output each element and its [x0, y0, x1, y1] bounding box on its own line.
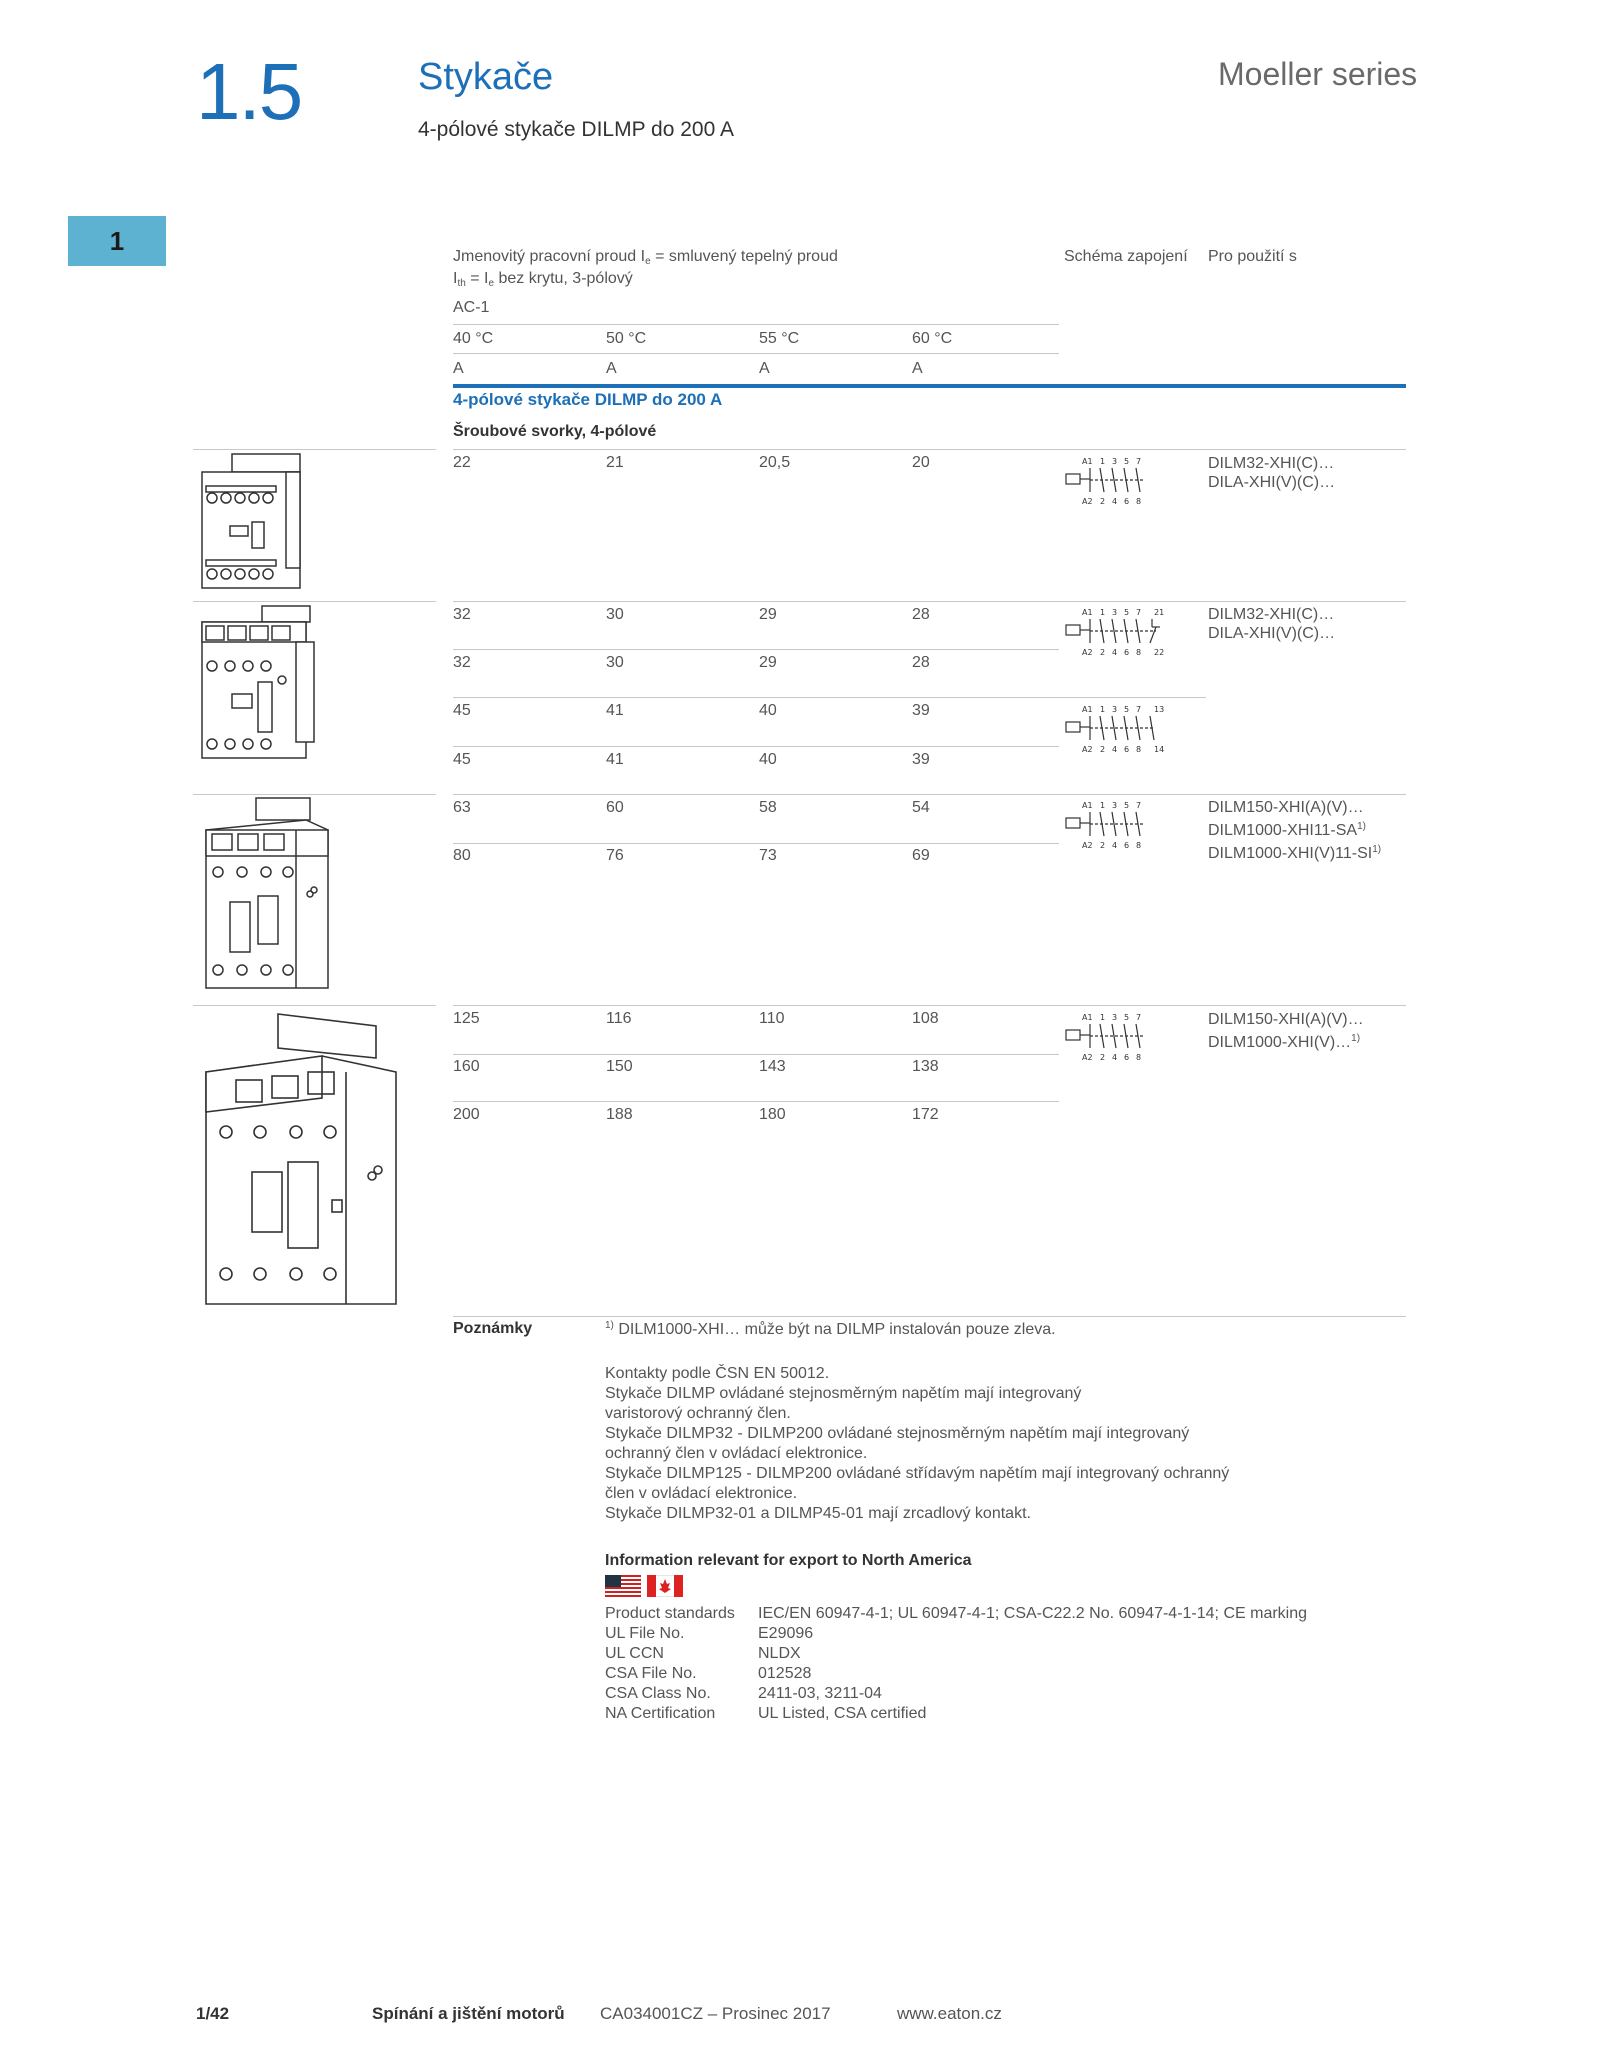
- svg-text:13: 13: [1154, 705, 1165, 714]
- use-group-1: DILM32-XHI(C)… DILA-XHI(V)(C)…: [1208, 606, 1336, 642]
- table-cell: 172: [912, 1106, 939, 1123]
- table-cell: 58: [759, 799, 777, 816]
- table-cell: 32: [453, 654, 471, 671]
- wiring-schema-4no: [1064, 454, 1164, 506]
- table-cell: 41: [606, 702, 624, 719]
- wiring-schema-5no: [1064, 702, 1176, 754]
- svg-text:2: 2: [1100, 841, 1106, 850]
- page-subtitle: 4-pólové stykače DILMP do 200 A: [418, 118, 734, 141]
- svg-text:2: 2: [1100, 1053, 1106, 1062]
- svg-text:7: 7: [1136, 608, 1142, 617]
- svg-text:8: 8: [1136, 1053, 1142, 1062]
- svg-text:5: 5: [1124, 457, 1130, 466]
- svg-text:7: 7: [1136, 457, 1142, 466]
- svg-text:3: 3: [1112, 457, 1118, 466]
- contactor-image-medium: [196, 604, 320, 762]
- footnote: $^{1)}$ DILM1000-XHI… může být na DILMP instalován pouze zleva.: [605, 1320, 1056, 1338]
- page-number: 1/42: [196, 2004, 230, 2023]
- table-cell: 29: [759, 654, 777, 671]
- svg-text:3: 3: [1112, 801, 1118, 810]
- table-cell: 138: [912, 1058, 939, 1075]
- table-cell: 30: [606, 654, 624, 671]
- table-cell: 21: [606, 454, 624, 471]
- temp-header-3: 60 °C: [912, 330, 953, 347]
- table-cell: 29: [759, 606, 777, 623]
- canada-flag-icon: [647, 1575, 683, 1597]
- table-cell: 39: [912, 751, 930, 768]
- footer-catalog: CA034001CZ – Prosinec 2017: [600, 2004, 831, 2023]
- svg-text:7: 7: [1136, 1013, 1142, 1022]
- svg-text:21: 21: [1154, 608, 1165, 617]
- table-cell: 80: [453, 847, 471, 864]
- svg-text:8: 8: [1136, 745, 1142, 754]
- svg-text:8: 8: [1136, 497, 1142, 506]
- table-cell: 20,5: [759, 454, 791, 471]
- unit-3: A: [912, 360, 923, 377]
- contactor-image-xlarge: [196, 1012, 400, 1312]
- table-cell: 150: [606, 1058, 633, 1075]
- svg-text:A2: A2: [1082, 648, 1093, 657]
- svg-text:1: 1: [1100, 457, 1106, 466]
- table-cell: 41: [606, 751, 624, 768]
- wiring-schema-4no-c: [1064, 1010, 1164, 1062]
- export-values: IEC/EN 60947-4-1; UL 60947-4-1; CSA-C22.2 No. 60947-4-1-14; CE marking E29096 NLDX 012528 2411-03, 3211-04 UL Listed, CSA certified: [758, 1605, 1308, 1722]
- svg-text:8: 8: [1136, 841, 1142, 850]
- svg-text:4: 4: [1112, 648, 1118, 657]
- page-title: Stykače: [418, 56, 554, 98]
- temp-header-0: 40 °C: [453, 330, 494, 347]
- notes-body: Kontakty podle ČSN EN 50012. Stykače DILMP ovládané stejnosměrným napětím mají integrovaný varistorový ochranný člen. Stykače DILMP32 - DILMP200 ovládané stejnosměrným napětím mají integrovaný ochranný člen v ovládací elektronice. Stykače DILMP125 - DILMP200 ovládané střídavým napětím mají integrovaný ochranný člen v ovládací elektronice. Stykače DILMP32-01 a DILMP45-01 mají zrcadlový kontakt.: [605, 1365, 1230, 1522]
- section-title: 4-pólové stykače DILMP do 200 A: [453, 390, 723, 409]
- svg-text:4: 4: [1112, 745, 1118, 754]
- svg-text:4: 4: [1112, 1053, 1118, 1062]
- svg-text:5: 5: [1124, 1013, 1130, 1022]
- use-with-header: Pro použití s: [1208, 248, 1297, 265]
- svg-text:4: 4: [1112, 841, 1118, 850]
- table-cell: 180: [759, 1106, 786, 1123]
- table-cell: 76: [606, 847, 624, 864]
- table-cell: 116: [606, 1010, 632, 1027]
- unit-0: A: [453, 360, 464, 377]
- wiring-schema-4no-1nc: [1064, 605, 1176, 657]
- table-cell: 110: [759, 1010, 785, 1027]
- rated-current-header: Jmenovitý pracovní proud $I_e$ = smluvený tepelný proud: [453, 248, 838, 267]
- table-cell: 54: [912, 799, 930, 816]
- table-cell: 39: [912, 702, 930, 719]
- export-labels: Product standards UL File No. UL CCN CSA File No. CSA Class No. NA Certification: [605, 1605, 735, 1722]
- svg-text:7: 7: [1136, 801, 1142, 810]
- chapter-tab[interactable]: 1: [68, 216, 166, 266]
- table-cell: 160: [453, 1058, 480, 1075]
- table-cell: 28: [912, 654, 930, 671]
- svg-text:1: 1: [1100, 608, 1106, 617]
- table-cell: 45: [453, 702, 471, 719]
- schema-label: A1: [1082, 457, 1093, 466]
- table-cell: 40: [759, 751, 777, 768]
- svg-text:5: 5: [1124, 705, 1130, 714]
- svg-text:2: 2: [1100, 745, 1106, 754]
- footer-chapter: Spínání a jištění motorů: [372, 2004, 565, 2023]
- table-cell: 22: [453, 454, 471, 471]
- subsection-title: Šroubové svorky, 4-pólové: [453, 423, 657, 440]
- table-cell: 200: [453, 1106, 480, 1123]
- table-cell: 73: [759, 847, 777, 864]
- table-cell: 143: [759, 1058, 786, 1075]
- svg-text:A2: A2: [1082, 841, 1093, 850]
- svg-text:5: 5: [1124, 801, 1130, 810]
- us-flag-icon: [605, 1575, 641, 1597]
- svg-text:1: 1: [1100, 801, 1106, 810]
- section-number: 1.5: [196, 47, 302, 136]
- use-group-3: DILM150-XHI(A)(V)… DILM1000-XHI(V)…$^{1)}$: [1208, 1011, 1364, 1051]
- svg-text:A1: A1: [1082, 608, 1093, 617]
- svg-text:8: 8: [1136, 648, 1142, 657]
- table-cell: 32: [453, 606, 471, 623]
- svg-text:6: 6: [1124, 497, 1130, 506]
- schema-header: Schéma zapojení: [1064, 248, 1188, 265]
- svg-text:1: 1: [1100, 705, 1106, 714]
- svg-text:2: 2: [1100, 648, 1106, 657]
- table-cell: 69: [912, 847, 930, 864]
- svg-text:6: 6: [1124, 648, 1130, 657]
- svg-text:4: 4: [1112, 497, 1118, 506]
- contactor-image-large: [196, 796, 336, 994]
- table-cell: 45: [453, 751, 471, 768]
- svg-text:6: 6: [1124, 841, 1130, 850]
- svg-text:A1: A1: [1082, 1013, 1093, 1022]
- svg-text:A1: A1: [1082, 705, 1093, 714]
- svg-text:5: 5: [1124, 608, 1130, 617]
- table-cell: 188: [606, 1106, 633, 1123]
- use-group-2: DILM150-XHI(A)(V)… DILM1000-XHI11-SA$^{1)}$ DILM1000-XHI(V)11-SI$^{1)}$: [1208, 799, 1382, 862]
- svg-text:14: 14: [1154, 745, 1165, 754]
- svg-text:3: 3: [1112, 705, 1118, 714]
- table-cell: 28: [912, 606, 930, 623]
- svg-text:A1: A1: [1082, 801, 1093, 810]
- svg-text:A2: A2: [1082, 497, 1093, 506]
- contactor-image-small: [196, 452, 308, 592]
- utilization-category: AC-1: [453, 299, 490, 316]
- temp-header-1: 50 °C: [606, 330, 647, 347]
- svg-text:6: 6: [1124, 1053, 1130, 1062]
- table-cell: 108: [912, 1010, 939, 1027]
- svg-text:3: 3: [1112, 608, 1118, 617]
- svg-text:6: 6: [1124, 745, 1130, 754]
- footer-web-link[interactable]: www.eaton.cz: [897, 2004, 1002, 2023]
- table-cell: 60: [606, 799, 624, 816]
- table-cell: 30: [606, 606, 624, 623]
- svg-text:3: 3: [1112, 1013, 1118, 1022]
- use-group-0: DILM32-XHI(C)… DILA-XHI(V)(C)…: [1208, 455, 1336, 491]
- export-title: Information relevant for export to North America: [605, 1552, 972, 1569]
- temp-header-2: 55 °C: [759, 330, 800, 347]
- svg-text:7: 7: [1136, 705, 1142, 714]
- svg-text:2: 2: [1100, 497, 1106, 506]
- table-cell: 20: [912, 454, 930, 471]
- thermal-current-header: $I_{th} = I_e$ bez krytu, 3-pólový: [453, 270, 633, 289]
- table-cell: 40: [759, 702, 777, 719]
- svg-text:A2: A2: [1082, 1053, 1093, 1062]
- svg-text:22: 22: [1154, 648, 1165, 657]
- unit-1: A: [606, 360, 617, 377]
- series-label: Moeller series: [1218, 56, 1418, 92]
- svg-text:A2: A2: [1082, 745, 1093, 754]
- wiring-schema-4no-b: [1064, 798, 1164, 850]
- notes-label: Poznámky: [453, 1320, 533, 1337]
- table-cell: 125: [453, 1010, 480, 1027]
- svg-text:1: 1: [1100, 1013, 1106, 1022]
- table-cell: 63: [453, 799, 471, 816]
- unit-2: A: [759, 360, 770, 377]
